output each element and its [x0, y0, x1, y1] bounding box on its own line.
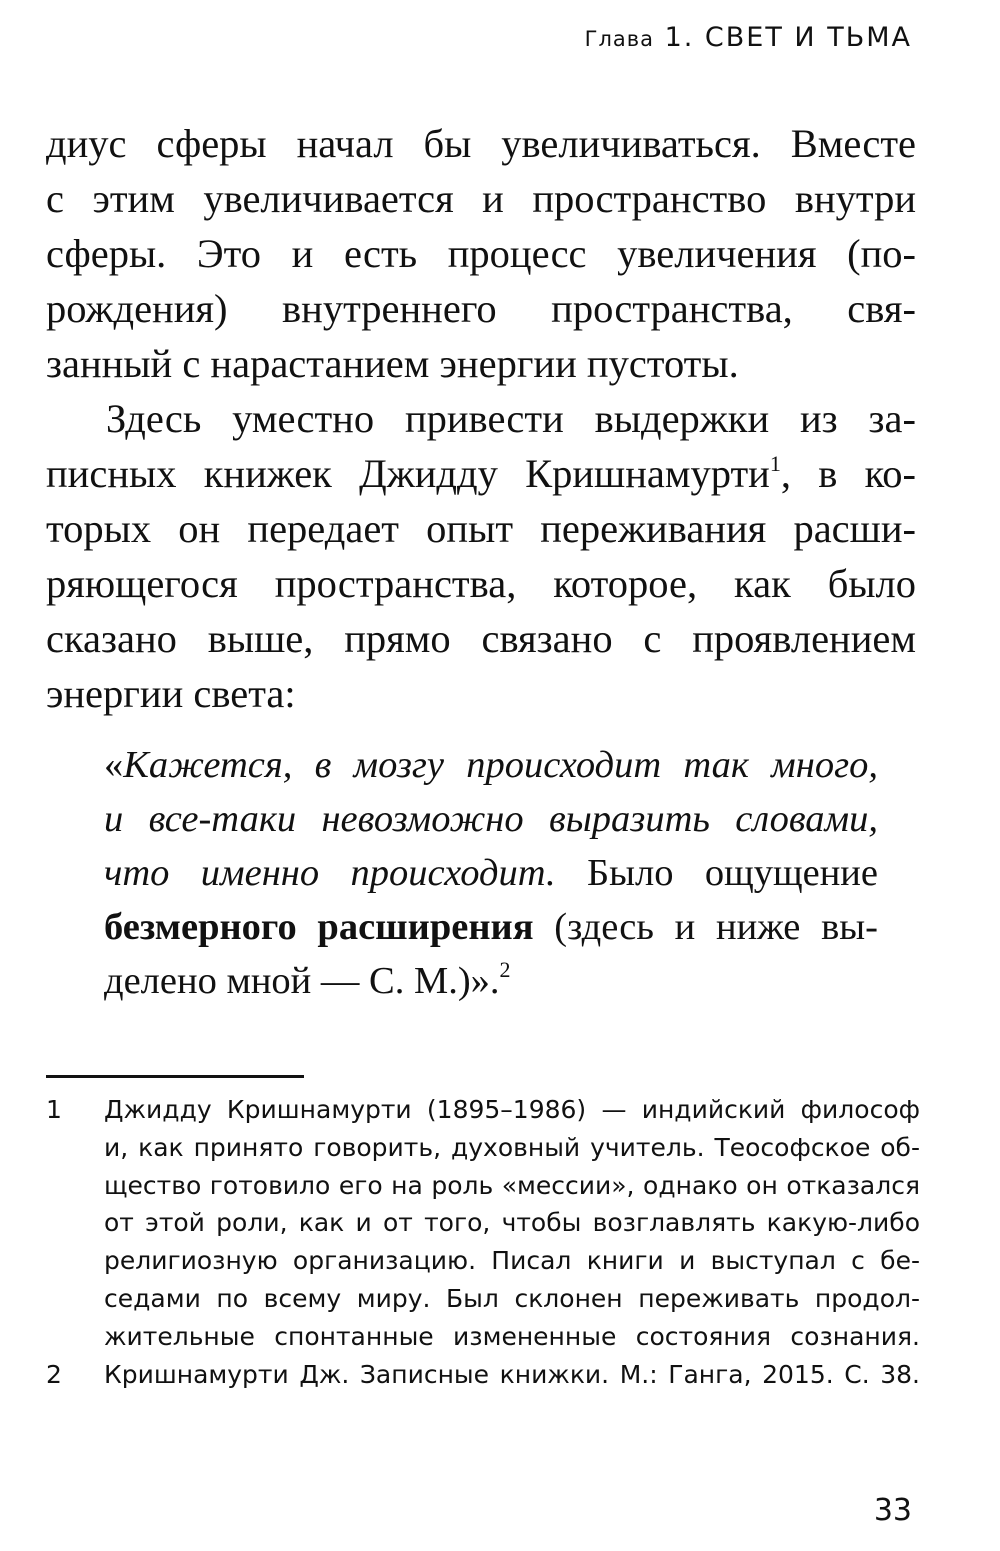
quote-bold-text: безмерного расширения	[104, 906, 534, 948]
body-text-segment: писных книжек Джидду Кришнамурти	[46, 451, 770, 496]
running-head-chapter: 1. СВЕТ И ТЬМА	[654, 22, 912, 53]
footnote-line: щество готовило его на роль «мессии», однако он отказался	[104, 1170, 920, 1200]
page-number: 33	[873, 1493, 912, 1528]
main-text	[46, 116, 916, 721]
footnote-line: религиозную организацию. Писал книги и выступал с бе-	[104, 1246, 920, 1276]
quote-line	[104, 846, 878, 900]
body-line: торых он передает опыт переживания расши-	[46, 506, 916, 551]
body-line: диус сферы начал бы увеличиваться. Вместе	[46, 121, 916, 166]
footnote-line: от этой роли, как и от того, чтобы возглавлять какую-либо	[104, 1208, 920, 1238]
footnote-ref-1[interactable]: 1	[769, 451, 781, 476]
quote-line	[104, 954, 878, 1008]
body-text-segment: , в ко-	[780, 451, 916, 496]
footnote-line: жительные спонтанные измененные состояния сознания.	[104, 1321, 920, 1351]
quote-text: Было ощущение	[555, 852, 878, 894]
quote-line	[104, 792, 878, 846]
running-head	[585, 22, 912, 53]
quote-italic-text: что именно происходит.	[104, 852, 556, 894]
footnote-number: 2	[46, 1359, 62, 1389]
body-line: энергии света:	[46, 671, 296, 716]
footnote-ref-2[interactable]: 2	[499, 957, 511, 982]
quote-italic-text: Кажется, в мозгу происходит так много,	[123, 744, 878, 786]
running-head-label: Глава	[584, 27, 654, 51]
body-line: с этим увеличивается и пространство внутри	[46, 176, 916, 221]
footnote-1	[46, 1091, 920, 1356]
quote-line	[104, 900, 878, 954]
quote-italic-text: и все-таки невозможно выразить словами,	[104, 798, 878, 840]
body-line: сказано выше, прямо связано с проявлением	[46, 616, 916, 661]
block-quote	[104, 738, 878, 1008]
quote-text: (здесь и ниже вы-	[533, 906, 878, 948]
quote-line	[104, 738, 878, 792]
quote-open-mark: «	[104, 744, 124, 786]
body-line: Здесь уместно привести выдержки из за-	[106, 396, 916, 441]
footnotes	[46, 1091, 920, 1393]
footnote-2	[46, 1356, 920, 1394]
footnote-separator	[46, 1075, 304, 1078]
footnote-line: седами по всему миру. Был склонен переживать продол-	[104, 1283, 920, 1313]
body-line: занный с нарастанием энергии пустоты.	[46, 341, 739, 386]
body-line: ряющегося пространства, которое, как было	[46, 561, 916, 606]
body-line: рождения) внутреннего пространства, свя-	[46, 286, 916, 331]
quote-text: делено мной — С. М.)».	[104, 960, 500, 1002]
footnote-number: 1	[46, 1095, 62, 1124]
footnote-line: Кришнамурти Дж. Записные книжки. М.: Ганга, 2015. С. 38.	[104, 1359, 920, 1389]
footnote-line: Джидду Кришнамурти (1895–1986) — индийский философ	[104, 1095, 920, 1124]
body-line: сферы. Это и есть процесс увеличения (по-	[46, 231, 916, 276]
footnote-line: и, как принято говорить, духовный учитель. Теософское об-	[104, 1132, 920, 1162]
body-line-with-footnote-ref	[46, 446, 916, 501]
